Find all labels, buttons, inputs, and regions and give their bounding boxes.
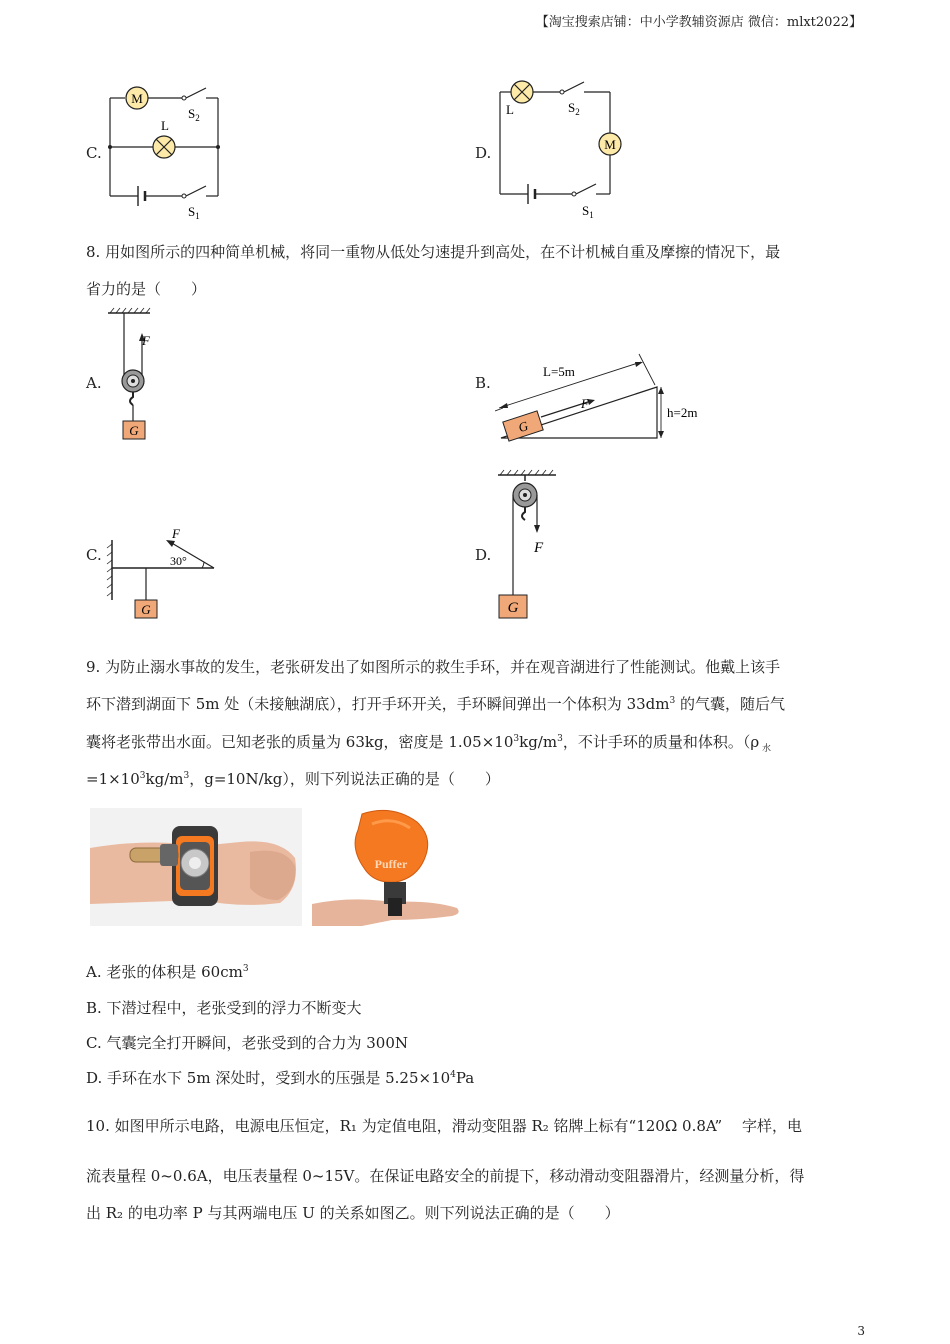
q8-figure-d	[492, 465, 572, 625]
q8-option-a-label: A.	[86, 374, 102, 392]
q9-stem-line1: 9. 为防止溺水事故的发生，老张研发出了如图所示的救生手环，并在观音湖进行了性能测试。他戴上该手	[86, 658, 781, 676]
q8-figure-a	[100, 305, 180, 445]
q7-circuit-d	[490, 74, 630, 220]
q9-option-c: C. 气囊完全打开瞬间，老张受到的合力为 300N	[86, 1034, 409, 1052]
switch-s2	[564, 82, 584, 92]
page-number: 3	[857, 1324, 865, 1338]
motor-label: M	[604, 137, 616, 152]
q10-stem-line1: 10. 如图甲所示电路，电源电压恒定，R₁ 为定值电阻，滑动变阻器 R₂ 铭牌上标有“120Ω 0.8A” 字样，电	[86, 1117, 802, 1135]
q9-stem-line2: 环下潜到湖面下 5m 处（未接触湖底），打开手环开关，手环瞬间弹出一个体积为 $33dm^3$ 的气囊，随后气	[86, 695, 786, 713]
force-label: F	[534, 540, 544, 556]
q8-option-c-label: C.	[86, 546, 102, 564]
q9-option-d: D. 手环在水下 5m 深处时，受到水的压强是 $5.25\times 10^4Pa$	[86, 1069, 475, 1087]
q8-figure-c	[100, 520, 230, 625]
switch-s2	[186, 88, 206, 98]
q10-stem-line2: 流表量程 0~0.6A，电压表量程 0~15V。在保证电路安全的前提下，移动滑动变阻器滑片，经测量分析，得	[86, 1167, 805, 1185]
weight-label: G	[141, 602, 151, 617]
switch-s2-label: $S_2$	[568, 100, 580, 117]
q8-option-b-label: B.	[475, 374, 491, 392]
force-label: F	[172, 526, 180, 541]
q7-circuit-c	[100, 80, 230, 220]
motor-label: M	[131, 91, 143, 106]
switch-s1-label: $S_1$	[582, 203, 594, 220]
q7-option-d-label: D.	[475, 144, 492, 162]
q10-stem-line3: 出 R₂ 的电功率 P 与其两端电压 U 的关系如图乙。则下列说法正确的是（ ）	[86, 1204, 620, 1222]
weight-label: G	[516, 417, 530, 436]
balloon-brand: Puffer	[374, 857, 408, 871]
wristband-photo-inflated	[312, 808, 462, 926]
ramp-length-label: L=5m	[543, 364, 575, 379]
page-header: 【淘宝搜索店铺：中小学教辅资源店 微信：mlxt2022】	[535, 15, 862, 30]
lamp-label: L	[161, 118, 169, 133]
switch-s1	[186, 186, 206, 196]
force-label: F	[142, 333, 150, 348]
q8-option-d-label: D.	[475, 546, 492, 564]
weight-label: G	[507, 600, 519, 616]
switch-s1	[576, 184, 596, 194]
switch-s2-label: $S_2$	[188, 106, 200, 123]
force-label: F	[581, 396, 589, 411]
q9-stem-line3: 囊将老张带出水面。已知老张的质量为 63kg，密度是 $1.05\times 10^3kg/m^3$，不计手环的质量和体积。（ρ $_水$	[86, 733, 772, 754]
weight-label: G	[129, 423, 139, 438]
angle-label: 30°	[170, 554, 187, 568]
q9-option-a: A. 老张的体积是 $60cm^3$	[86, 963, 249, 981]
lamp-label: L	[506, 102, 514, 117]
q7-option-c-label: C.	[86, 144, 102, 162]
ramp-height-label: h=2m	[667, 405, 698, 420]
switch-s1-label: $S_1$	[188, 204, 200, 220]
q9-option-b: B. 下潜过程中，老张受到的浮力不断变大	[86, 999, 362, 1017]
q9-stem-line4: $=1\times 10^3kg/m^3$，g=10N/kg），则下列说法正确的是（ ）	[86, 770, 500, 788]
q8-stem-line2: 省力的是（ ）	[86, 280, 207, 298]
wristband-photo-closed	[90, 808, 302, 926]
q8-figure-b	[495, 340, 715, 445]
q8-stem-line1: 8. 用如图所示的四种简单机械，将同一重物从低处匀速提升到高处，在不计机械自重及摩擦的情况下，最	[86, 243, 781, 261]
